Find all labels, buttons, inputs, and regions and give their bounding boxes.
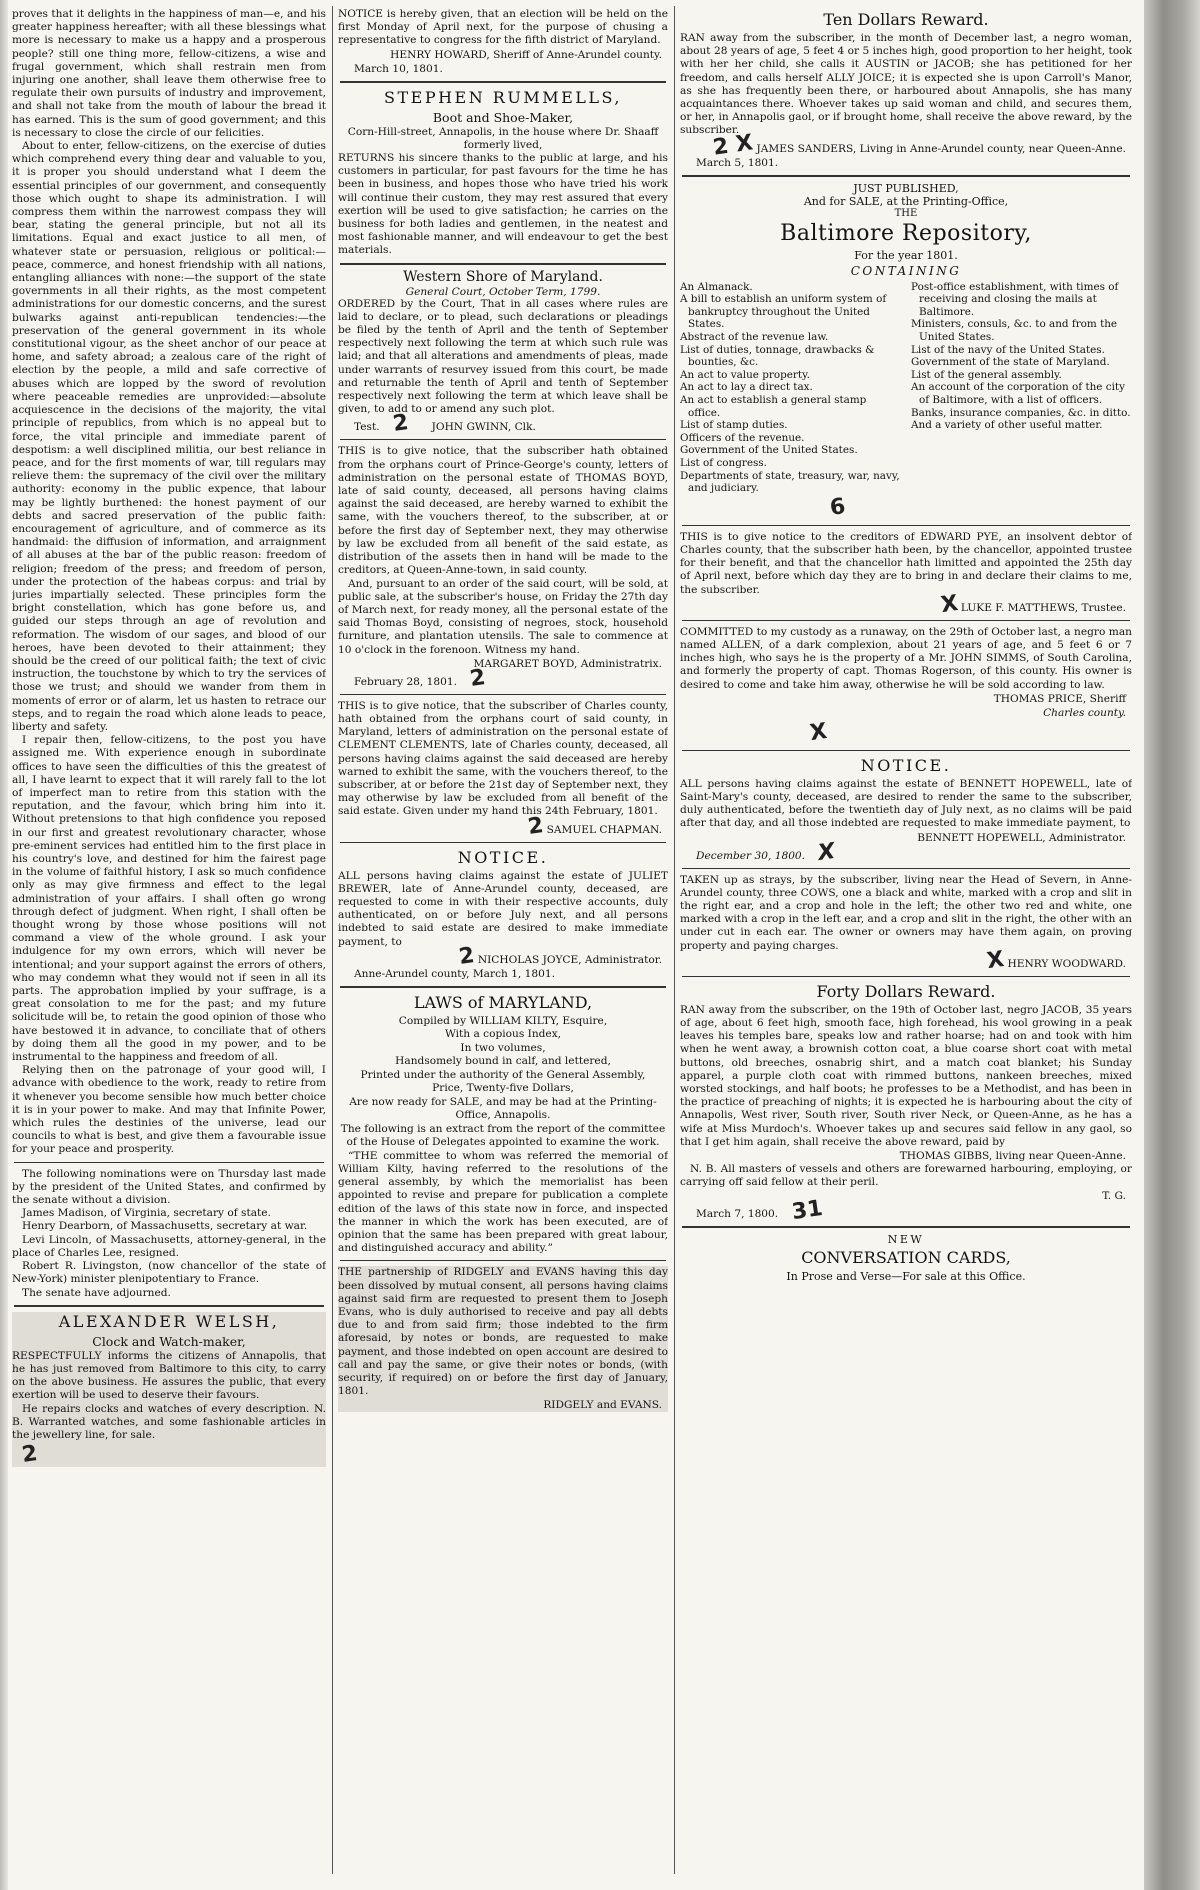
rummells-advertisement (338, 88, 668, 258)
page-left-edge (0, 0, 8, 1890)
welsh-trade: Clock and Watch-maker, (92, 1333, 246, 1349)
repository-pre-1: JUST PUBLISHED, (853, 181, 959, 195)
hopewell-signature: BENNETT HOPEWELL, Administrator. (917, 831, 1126, 844)
brewer-signature-line (338, 942, 662, 970)
reward40-body: RAN away from the subscriber, on the 19th of October last, negro JACOB, 35 years of age, about 6 feet high, smooth face, high forehead, his wool growing in a peak leaves his temples bare, speaks low and rather hoarse; had on and took with him when he went away, a brownish cotton coat, a blue coarse short coat with metal buttons, old breeches, osnabrig shirt, and a match coat blanket; his Sunday apparel, a purple cloth coat with rimmed buttons, nankeen breeches, mixed worsted stockings, and half boots; he professes to be a Methodist, and has been in the practice of preaching of nights; it is expected he is harbouring about the city of Annapolis, West river, South river, South river Neck, or Queen-Anne, as he has a wife at Miss Murdoch's. Whoever takes up and secures said fellow in any gaol, so that I get him again, shall receive the above reward, paid by (680, 1003, 1132, 1148)
list-item: An Almanack. (680, 280, 753, 293)
list-item: An act to lay a direct tax. (680, 381, 813, 394)
welsh-body: RESPECTFULLY informs the citizens of Annapolis, that he has just removed from Baltimore to this city, to carry on the above business. He assures the public, that every exertion will be used to deserve their favours. (12, 1349, 326, 1402)
cards-line-1: NEW (887, 1233, 925, 1247)
handwritten-mark: 2 (20, 1441, 39, 1469)
laws-line-8: The following is an extract from the report of the committee of the House of Delegates appointed to examine the work. (340, 1122, 666, 1149)
list-item: Post-office establishment, with times of receiving and closing the mails at Baltimore. (911, 280, 1119, 318)
repository-the: THE (894, 207, 918, 219)
boyd-body-2: And, pursuant to an order of the said court, will be sold, at public sale, at the subscriber's house, on Friday the 27th day of March next, for ready money, all the personal estate of the said Thomas Boyd, consisting of negroes, stock, household furniture, and plantation utensils. The sale to commence at 10 o'clock in the forenoon. Witness my hand. (338, 577, 668, 656)
hopewell-notice (680, 755, 1132, 866)
boyd-date-line (354, 664, 668, 692)
page-right-edge (1144, 0, 1200, 1890)
list-item: Government of the United States. (680, 444, 858, 457)
list-item: List of duties, tonnage, drawbacks & bounties, &c. (680, 343, 875, 369)
list-item: Government of the state of Maryland. (911, 356, 1110, 369)
rummells-name: STEPHEN RUMMELLS, (384, 87, 622, 107)
divider (340, 263, 666, 265)
handwritten-mark: 2 (468, 664, 488, 692)
election-notice (338, 8, 668, 76)
clements-signature-line (338, 812, 662, 840)
western-test (354, 410, 668, 438)
election-date: March 10, 1801. (354, 62, 443, 75)
handwritten-mark: 2 (526, 812, 545, 840)
allen-signature: THOMAS PRICE, Sheriff (993, 692, 1126, 705)
pye-signature-line (680, 590, 1126, 618)
western-signature: JOHN GWINN, Clk. (431, 421, 536, 434)
strays-signature: HENRY WOODWARD. (1007, 957, 1126, 970)
handwritten-mark: X (816, 838, 838, 866)
address-paragraph-2: About to enter, fellow-citizens, on the exercise of duties which comprehend every thing dear and valuable to you, it is proper you should understand what I deem the essential principles of our government, and consequently those which ought to shape its administration. I will compress them within the narrowest compass they will bear, stating the general principle, but not all its limitations. Equal and exact justice to all men, of whatever state or persuasion, religious or political:—peace, commerce, and honest friendship with all nations, entangling alliances with none:—the support of the state governments in all their rights, as the most competent administrations for our domestic concerns, and the surest bulwarks against anti-republican tendencies:—the preservation of the general government in its whole constitutional vigour, as the sheet anchor of our peace at home, and safety abroad; a zealous care of the right of election by the people, a mild and safe corrective of abuses which are lopped by the sword of revolution where peaceable remedies are unprovided:—absolute acquiescence in the decisions of the majority, the vital principle of republics, from which is no appeal but to force, the vital principle and immediate parent of despotism: a well disciplined militia, our best reliance in peace, and for the first moments of war, till regulars may relieve them: the supremacy of the civil over the military authority: economy in the public expence, that labour may be lightly burthened: the honest payment of our debts and sacred preservation of the public faith: encouragement of agriculture, and of commerce as its handmaid: the diffusion of information, and arraignment of all abuses at the bar of the public reason: freedom of religion; freedom of the press; and freedom of person, under the protection of the habeas corpus: and trial by juries impartially selected. These principles form the bright constellation, which has gone before us, and guided our steps through an age of revolution and reformation. The wisdom of our sages, and blood of our heroes, have been devoted to their attainment; they should be the creed of our political faith; the text of civic instruction, the touchstone by which to try the services of those we trust; and should we wander from them in moments of error or of alarm, let us hasten to retrace our steps, and to regain the road which alone leads to peace, liberty and safety. (12, 140, 326, 733)
ridgely-signature: RIDGELY and EVANS. (543, 1399, 662, 1412)
laws-body: “THE committee to whom was referred the memorial of William Kilty, having referred to the resolutions of the general assembly, by which the memorialist has been appointed to revise and prepare for publication a complete edition of the laws of this state now in force, and inspected the manner in which the work has been executed, are of opinion that the same has been prepared with great labour, and distinguished accuracy and ability.” (338, 1149, 668, 1255)
allen-signature-2: Charles county. (1043, 706, 1126, 719)
divider (14, 1305, 324, 1307)
nomination-item: Robert R. Livingston, (now chancellor of the state of New-York) minister plenipotentiary to France. (12, 1260, 326, 1286)
column-2 (338, 8, 668, 1880)
list-item: A bill to establish an uniform system of bankruptcy throughout the United States. (680, 293, 887, 331)
list-item: Departments of state, treasury, war, navy, and judiciary. (680, 469, 900, 495)
western-subtitle: General Court, October Term, 1799. (405, 285, 601, 298)
list-item: Banks, insurance companies, &c. in ditto. (911, 406, 1131, 419)
nomination-item: Henry Dearborn, of Massachusetts, secretary at war. (22, 1220, 308, 1233)
pye-body: THIS is to give notice to the creditors of EDWARD PYE, an insolvent debtor of Charles county, that the subscriber hath been, by the chancellor, appointed trustee for their benefit, and that the chancellor hath limitted and appointed the 25th day of April next, before which day they are to bring in and declare their claims to me, the subscriber. (680, 530, 1132, 596)
rummells-body: RETURNS his sincere thanks to the public at large, and his customers in particular, for past favours for the time he has been in business, and hopes those who have tried his work will continue their custom, they may rest assured that every exertion will be used to give satisfaction; he carries on the business for both ladies and gentlemen, in the neatest and most fashionable manner, and will endeavour to get the best materials. (338, 152, 668, 257)
list-item: List of the general assembly. (911, 368, 1062, 381)
boyd-notice (338, 445, 668, 692)
handwritten-mark: X (985, 946, 1006, 974)
list-item: An account of the corporation of the city of Baltimore, with a list of officers. (911, 381, 1125, 406)
cards-line-2: CONVERSATION CARDS, (801, 1248, 1011, 1268)
allen-notice (680, 626, 1132, 745)
repository-year: For the year 1801. (854, 248, 958, 262)
address-paragraph-4: Relying then on the patronage of your good will, I advance with obedience to the work, ready to retire from it whenever you become sensible how much better choice it is in your power to make. And may that Infinite Power, which rules the destinies of the universe, lead our councils to what is best, and give them a favourable issue for your peace and prosperity. (12, 1064, 326, 1156)
conversation-cards-ad (680, 1233, 1132, 1283)
pye-notice (680, 530, 1132, 618)
address-paragraph-1: proves that it delights in the happiness of man—e, and his greater happiness hereafter; with all these blessings what more is necessary to make us a happy and a prosperous people? still one thing more, fellow-citizens, a wise and frugal government, which shall restrain men from injuring one another, shall leave them otherwise free to regulate their own pursuits of industry and improvement, and shall not take from the mouth of labour the bread it has earned. This is the sum of good government; and this is necessary to close the circle of our felicities. (12, 8, 326, 139)
reward40-nb: N. B. All masters of vessels and others are forewarned harbouring, employing, or carrying off said fellow at their peril. (680, 1163, 1132, 1189)
reward40-title: Forty Dollars Reward. (816, 981, 996, 1001)
divider (682, 1226, 1130, 1228)
divider (340, 1260, 666, 1261)
allen-body: COMMITTED to my custody as a runaway, on the 29th of October last, a negro man named ALLEN, of a dark complexion, about 21 years of age, and 5 feet 6 or 7 inches high, who says he is the property of a Mr. JOHN SIMMS, of South Carolina, and formerly the property of capt. Thomas Rogerson, of this county. His owner is desired to come and take him away, otherwise he will be sold according to law. (680, 625, 1132, 691)
list-item: Officers of the revenue. (680, 431, 805, 444)
divider (682, 620, 1130, 621)
hopewell-date-line (696, 838, 1132, 866)
divider (340, 439, 666, 440)
reward10-signature-line (680, 129, 1126, 161)
handwritten-mark: 2 (457, 942, 477, 970)
laws-line-2: With a copious Index, (444, 1028, 562, 1041)
list-item: An act to establish a general stamp office. (680, 393, 867, 419)
divider (682, 868, 1130, 869)
boyd-signature: MARGARET BOYD, Administratrix. (473, 657, 662, 670)
repository-pre-2: And for SALE, at the Printing-Office, (803, 194, 1009, 208)
nomination-item: Levi Lincoln, of Massachusetts, attorney-general, in the place of Charles Lee, resigned. (12, 1233, 326, 1259)
baltimore-repository-ad (680, 182, 1132, 520)
laws-title: LAWS of MARYLAND, (413, 992, 593, 1012)
brewer-body: ALL persons having claims against the estate of JULIET BREWER, late of Anne-Arundel county, deceased, are requested to come in with their respective accounts, duly authenticated, on or before July next, and all persons indebted to said estate are desired to make immediate payment, to (338, 869, 668, 948)
handwritten-mark: X (808, 718, 829, 746)
boyd-date: February 28, 1801. (354, 675, 457, 688)
forty-dollars-reward (680, 981, 1132, 1226)
divider (682, 750, 1130, 751)
reward40-signature: THOMAS GIBBS, living near Queen-Anne. (899, 1150, 1126, 1163)
nomination-item: James Madison, of Virginia, secretary of state. (22, 1207, 271, 1220)
handwritten-mark: 6 (828, 493, 847, 521)
divider (682, 976, 1130, 977)
divider (340, 986, 666, 988)
brewer-notice (338, 848, 668, 981)
brewer-date: Anne-Arundel county, March 1, 1801. (354, 967, 555, 980)
western-shore-notice (338, 268, 668, 438)
handwritten-mark: 2 (391, 410, 410, 438)
hopewell-date: December 30, 1800. (696, 849, 806, 862)
strays-notice (680, 873, 1132, 974)
address-paragraph-3: I repair then, fellow-citizens, to the post you have assigned me. With experience enough in subordinate offices to have seen the difficulties of this the greatest of all, I have learnt to expect that it will rarely fall to the lot of imperfect man to retire from this station with the reputation, and the favour, which bring him into it. Without pretensions to that high confidence you reposed in our first and greatest revolutionary character, whose pre-eminent services had entitled him to the first place in his country's love, and destined for him the fairest page in the volume of faithful history, I ask so much confidence only as may give firmness and effect to the legal administration of your affairs. I shall often go wrong through defect of judgment. When right, I shall often be thought wrong by those whose positions will not command a view of the whole ground. I ask your indulgence for my own errors, which will never be intentional; and your support against the errors of others, who may condemn what they would not if seen in all its parts. The approbation implied by your suffrage, is a great consolation to me for the past; and my future solicitude will be, to retain the good opinion of those who have bestowed it in advance, to conciliate that of others by doing them all the good in my power, and to be instrumental to the happiness and freedom of all. (12, 734, 326, 1064)
nomination-item: The senate have adjourned. (22, 1286, 171, 1299)
brewer-title: NOTICE. (457, 847, 549, 867)
strays-signature-line (680, 946, 1126, 974)
handwritten-mark: 31 (789, 1196, 824, 1226)
rummells-trade: Boot and Shoe-Maker, (432, 109, 574, 125)
cards-line-3: In Prose and Verse—For sale at this Office. (786, 1270, 1026, 1284)
laws-line-1: Compiled by WILLIAM KILTY, Esquire, (398, 1014, 608, 1027)
list-item: And a variety of other useful matter. (911, 419, 1103, 432)
repository-title: Baltimore Repository, (780, 220, 1032, 246)
welsh-name: ALEXANDER WELSH, (58, 1311, 280, 1331)
clements-body: THIS is to give notice, that the subscriber of Charles county, hath obtained from the orphans court of said county, in Maryland, letters of administration on the personal estate of CLEMENT CLEMENTS, late of Charles county, deceased, all persons having claims against the said deceased are hereby warned to exhibit the same, with the vouchers thereof, to the subscriber, at or before the 21st day of September next, they may otherwise by law be excluded from all benefit of the said estate. Given under my hand this 24th February, 1801. (338, 699, 668, 818)
laws-line-7: Are now ready for SALE, and may be had at the Printing-Office, Annapolis. (349, 1095, 657, 1122)
laws-line-3: In two volumes, (460, 1041, 546, 1054)
handwritten-mark: 2 X (711, 129, 755, 161)
rummells-address: Corn-Hill-street, Annapolis, in the house where Dr. Shaaff formerly lived, (347, 125, 659, 151)
repository-contents-left (680, 281, 901, 495)
election-signature: HENRY HOWARD, Sheriff of Anne-Arundel county. (390, 48, 662, 61)
western-title: Western Shore of Maryland. (403, 268, 603, 285)
list-item: List of congress. (680, 456, 767, 469)
pye-signature: LUKE F. MATTHEWS, Trustee. (960, 601, 1126, 614)
divider (682, 175, 1130, 177)
nominations-intro: The following nominations were on Thursday last made by the president of the United States, and confirmed by the senate without a division. (12, 1167, 326, 1207)
list-item: Ministers, consuls, &c. to and from the United States. (911, 318, 1118, 343)
ridgely-body: THE partnership of RIDGELY and EVANS having this day been dissolved by mutual consent, all persons having claims against said firm are requested to present them to Joseph Evans, who is duly authorised to receive and pay all debts due to and from said firm; those indebted to the firm aforesaid, by notes or bonds, are requested to make payment, and those indebted on open account are desired to call and pay the same, or give their notes or bonds, (with security, if required) on or before the first day of January, 1801. (338, 1266, 668, 1398)
reward40-date: March 7, 1800. (696, 1208, 779, 1221)
laws-line-4: Handsomely bound in calf, and lettered, (395, 1055, 611, 1068)
reward40-nb-signature: T. G. (1102, 1190, 1126, 1203)
reward10-date: March 5, 1801. (696, 156, 779, 169)
strays-body: TAKEN up as strays, by the subscriber, living near the Head of Severn, in Anne-Arundel county, three COWS, one a black and white, marked with a crop and slit in the right ear, and a crop and hole in the left; the other two red and white, one marked with a crop in the left ear, and a crop and slit in the right, the other with an under cut in each ear. The owner or owners may have them again, on proving property and paying charges. (680, 873, 1132, 952)
repository-contents-right (911, 281, 1132, 495)
list-item: List of stamp duties. (680, 419, 788, 432)
clements-signature: SAMUEL CHAPMAN. (546, 823, 662, 836)
welsh-advertisement (12, 1312, 326, 1467)
column-3 (680, 8, 1132, 1880)
brewer-signature: NICHOLAS JOYCE, Administrator. (477, 953, 662, 966)
handwritten-mark: X (938, 590, 960, 618)
laws-line-6: Price, Twenty-five Dollars, (432, 1082, 574, 1095)
hopewell-body: ALL persons having claims against the estate of BENNETT HOPEWELL, late of Saint-Mary's county, deceased, are desired to render the same to the subscriber, duly authenticated, before the twentieth day of July next, as no claims will be paid after that day, and all those indebted are requested to make immediate payment, to (680, 777, 1132, 830)
election-body: NOTICE is hereby given, that an election will be held on the first Monday of April next, for the purpose of chusing a representative to congress for the fifth district of Maryland. (338, 8, 668, 47)
list-item: An act to value property. (680, 368, 810, 381)
western-body: ORDERED by the Court, That in all cases where rules are laid to declare, or to plead, such declarations or pleadings be filed by the tenth of April and the tenth of September respectively next following the term at which such rule was laid; and that all alterations and amendments of pleas, made under warrants of resurvey issued from this court, be made and returnable the tenth of April and tenth of September respectively next following the term at which leave shall be given, to add to or amend any such plot. (338, 297, 668, 416)
laws-line-5: Printed under the authority of the General Assembly, (360, 1068, 646, 1081)
hopewell-title: NOTICE. (860, 755, 952, 775)
divider (340, 694, 666, 695)
divider (682, 525, 1130, 526)
reward10-body: RAN away from the subscriber, in the month of December last, a negro woman, about 28 years of age, 5 feet 4 or 5 inches high, good proportion to her height, took with her her child, she calls it AUSTIN or JACOB; she has petitioned for her freedom, and calls herself ALLY JOICE; it is expected she is upon Carroll's Manor, as she has frequently been there, or harboured about Annapolis, she has many acquaintances there. Whoever takes up said woman and child, and secures them, or her, in Annapolis gaol, or if brought home, shall receive the above reward, by the subscriber. (680, 32, 1132, 137)
divider (14, 1162, 324, 1163)
boyd-body: THIS is to give notice, that the subscriber hath obtained from the orphans court of Prince-George's county, letters of administration on the personal estate of THOMAS BOYD, late of said county, deceased, all persons having claims against the said deceased, are hereby warned to exhibit the same, with the vouchers thereof, to the subscriber, at or before the first day of September next, they may otherwise by law be excluded from all benefit of the said estate, as distribution of the assets then in hand will be made to the creditors, at Queen-Anne-town, in said county. (338, 445, 668, 577)
western-test-label: Test. (354, 421, 380, 434)
laws-of-maryland-ad (338, 993, 668, 1256)
welsh-body-2: He repairs clocks and watches of every description. N. B. Warranted watches, and some fashionable articles in the jewellery line, for sale. (12, 1402, 326, 1441)
repository-containing: CONTAINING (850, 263, 962, 278)
column-1 (12, 8, 326, 1880)
column-rule-2 (674, 6, 675, 1874)
clements-notice (338, 699, 668, 840)
repository-contents (680, 281, 1132, 495)
divider (340, 81, 666, 83)
column-rule-1 (332, 6, 333, 1874)
divider (340, 842, 666, 843)
ridgely-evans-notice (338, 1266, 668, 1412)
ten-dollars-reward (680, 10, 1132, 170)
reward10-title: Ten Dollars Reward. (823, 10, 989, 29)
reward10-signature: JAMES SANDERS, Living in Anne-Arundel county, near Queen-Anne. (756, 142, 1126, 155)
list-item: Abstract of the revenue law. (680, 331, 829, 343)
list-item: List of the navy of the United States. (911, 343, 1105, 356)
